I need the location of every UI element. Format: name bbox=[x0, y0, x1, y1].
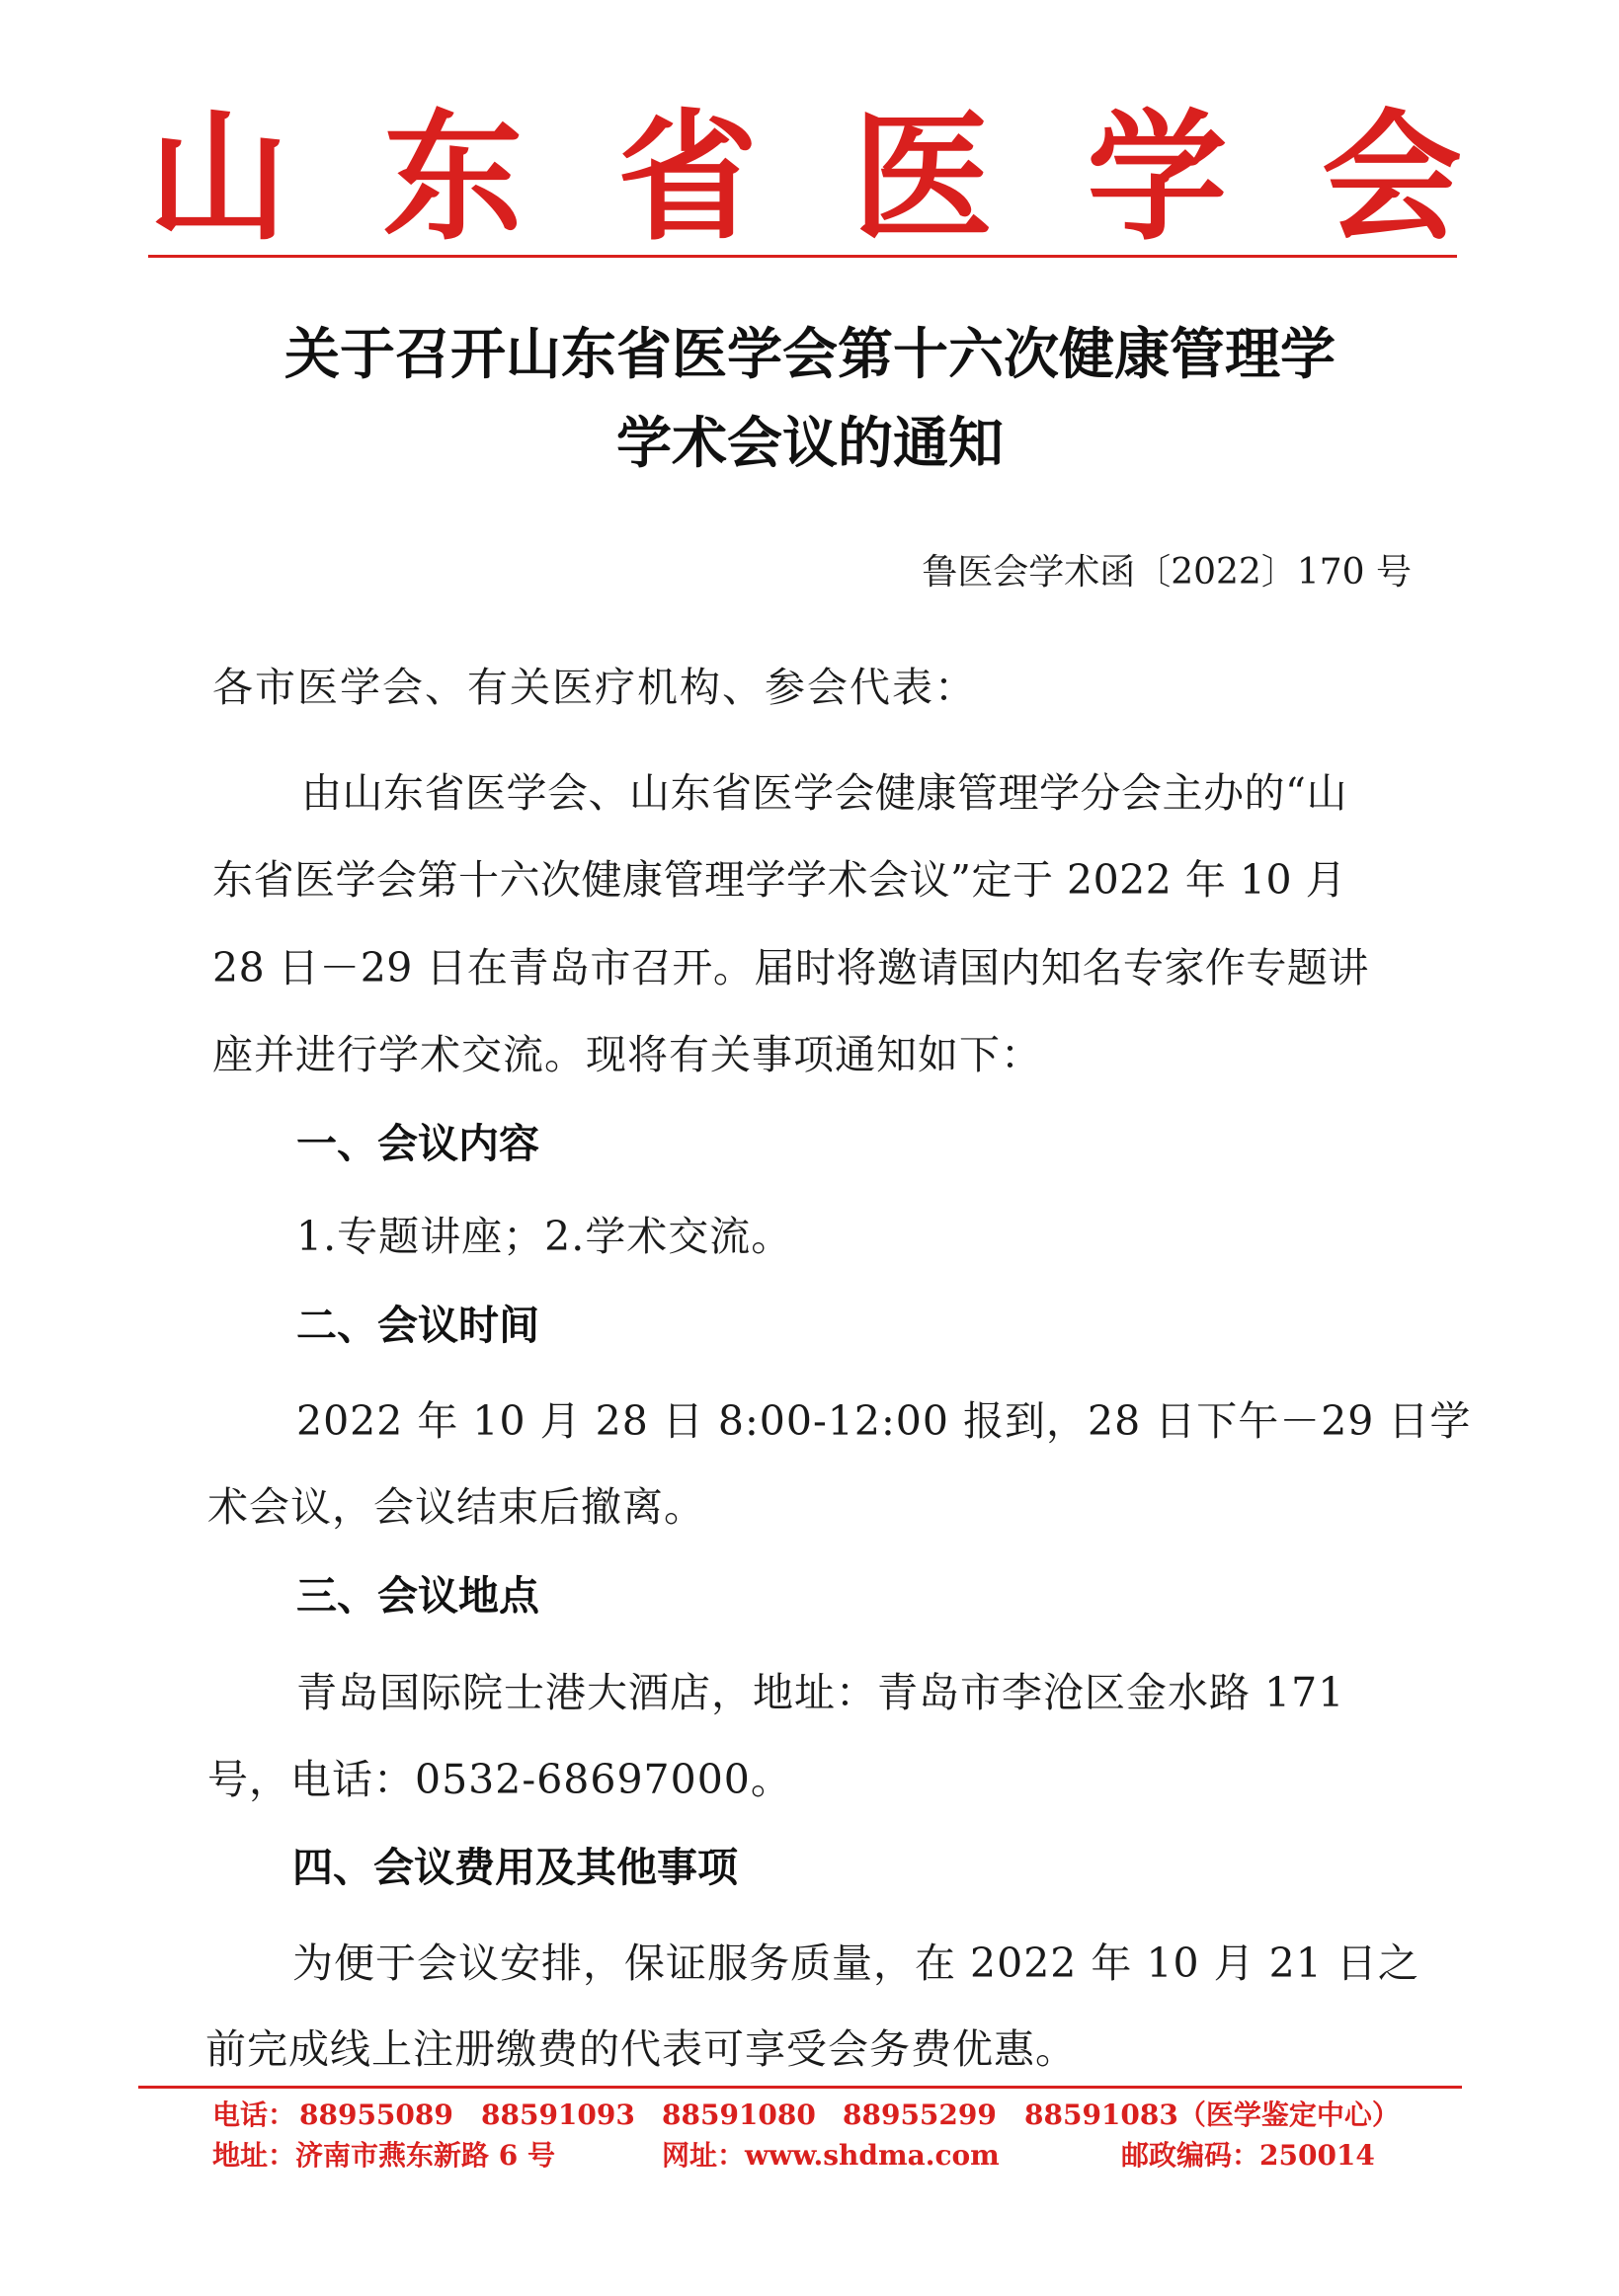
document-number: 鲁医会学术函〔2022〕170 号 bbox=[922, 552, 1412, 593]
footer-phone: 88591093 bbox=[481, 2098, 635, 2131]
footer-phone: 88591080 bbox=[662, 2098, 816, 2131]
letterhead-char: 医 bbox=[851, 96, 993, 260]
footer-postcode: 邮政编码：250014 bbox=[1121, 2139, 1375, 2172]
footer-phone: 88591083（医学鉴定中心） bbox=[1024, 2098, 1400, 2131]
section-venue-line-1: 青岛国际院士港大酒店，地址：青岛市李沧区金水路 171 bbox=[296, 1669, 1345, 1716]
footer-phone: 88955299 bbox=[843, 2098, 997, 2131]
salutation: 各市医学会、有关医疗机构、参会代表： bbox=[212, 664, 977, 711]
letterhead-char: 山 bbox=[148, 96, 288, 260]
footer-divider bbox=[138, 2086, 1462, 2089]
footer-website-link[interactable]: 网址：www.shdma.com bbox=[662, 2139, 1000, 2172]
section-fees-line-1: 为便于会议安排，保证服务质量，在 2022 年 10 月 21 日之 bbox=[292, 1940, 1419, 1987]
letterhead-char: 学 bbox=[1087, 96, 1228, 260]
section-heading-content: 一、会议内容 bbox=[296, 1120, 539, 1167]
section-time-line-2: 术会议，会议结束后撤离。 bbox=[207, 1483, 705, 1531]
letterhead-char: 东 bbox=[382, 96, 524, 260]
footer-phones bbox=[212, 2098, 1400, 2131]
section-content-line-1: 1.专题讲座；2.学术交流。 bbox=[296, 1213, 793, 1260]
section-heading-time: 二、会议时间 bbox=[296, 1302, 539, 1349]
footer-phone-label: 电话： bbox=[212, 2098, 296, 2131]
letterhead-char: 省 bbox=[617, 96, 759, 260]
intro-line-2: 东省医学会第十六次健康管理学学术会议”定于 2022 年 10 月 bbox=[212, 856, 1347, 904]
footer-phone: 88955089 bbox=[299, 2098, 453, 2131]
section-fees-line-2: 前完成线上注册缴费的代表可享受会务费优惠。 bbox=[205, 2025, 1077, 2073]
intro-line-3: 28 日－29 日在青岛市召开。届时将邀请国内知名专家作专题讲 bbox=[212, 944, 1369, 991]
letterhead-divider bbox=[148, 255, 1457, 258]
document-title-line-2: 学术会议的通知 bbox=[616, 412, 1004, 476]
section-heading-fees: 四、会议费用及其他事项 bbox=[292, 1844, 738, 1891]
document-title-line-1: 关于召开山东省医学会第十六次健康管理学 bbox=[284, 323, 1336, 387]
letterhead-org-name bbox=[148, 96, 1462, 260]
section-heading-venue: 三、会议地点 bbox=[296, 1572, 539, 1620]
footer-contact bbox=[212, 2139, 1375, 2172]
intro-line-4: 座并进行学术交流。现将有关事项通知如下： bbox=[212, 1031, 1042, 1078]
section-venue-line-2: 号，电话：0532-68697000。 bbox=[207, 1756, 792, 1803]
section-time-line-1: 2022 年 10 月 28 日 8:00-12:00 报到，28 日下午－29 日学 bbox=[296, 1397, 1472, 1445]
footer-address: 地址：济南市燕东新路 6 号 bbox=[212, 2139, 555, 2172]
intro-line-1: 由山东省医学会、山东省医学会健康管理学分会主办的“山 bbox=[301, 769, 1347, 817]
letterhead-char: 会 bbox=[1321, 96, 1462, 260]
